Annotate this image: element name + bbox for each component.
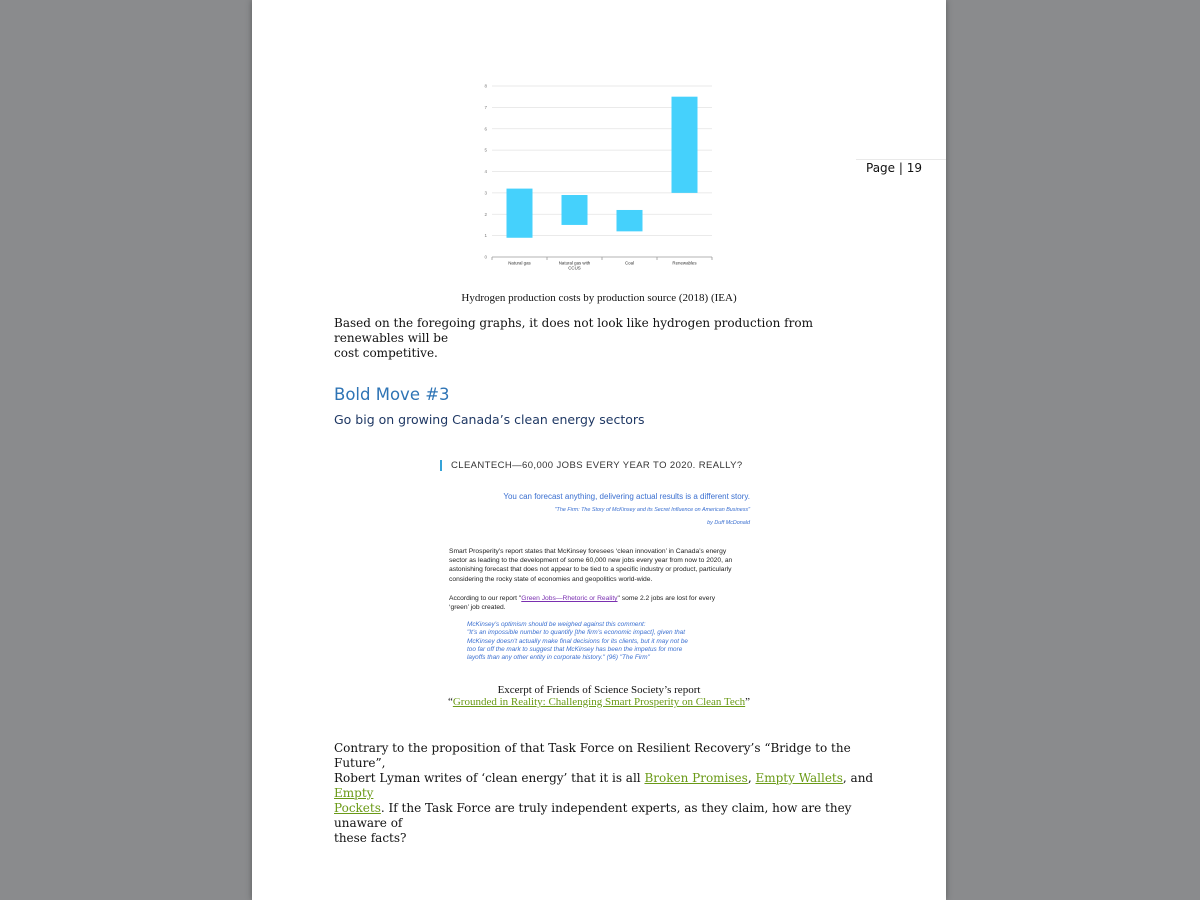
broken-promises-link[interactable]: Broken Promises bbox=[644, 771, 748, 785]
grounded-in-reality-link[interactable]: Grounded in Reality: Challenging Smart Prosperity on Clean Tech bbox=[452, 696, 746, 708]
y-tick-label: 3 bbox=[484, 190, 487, 196]
page-number: Page | 19 bbox=[866, 161, 922, 175]
y-tick-label: 5 bbox=[484, 147, 487, 153]
blockquote-line: "It’s an impossible number to quantify [the firm’s economic impact], given that bbox=[467, 629, 685, 637]
paragraph-text: . If the Task Force are truly independent experts, as they claim, how are they unaware of bbox=[334, 801, 852, 830]
green-jobs-link[interactable]: Green Jobs—Rhetoric or Reality bbox=[521, 595, 618, 602]
blockquote-line: layoffs than any other entity in corporate history." (96) "The Firm" bbox=[467, 654, 650, 662]
y-tick-label: 4 bbox=[484, 169, 487, 174]
excerpt-source: "The Firm: The Story of McKinsey and its Secret Influence on American Business" bbox=[554, 507, 750, 513]
empty-wallets-link[interactable]: Empty Wallets bbox=[755, 771, 843, 785]
empty-pockets-link-part1[interactable]: Empty bbox=[334, 786, 374, 800]
y-tick-label: 8 bbox=[484, 83, 487, 89]
header-rule bbox=[856, 159, 946, 160]
report-excerpt-image bbox=[440, 458, 760, 673]
excerpt-line: sector as leading to the development of some 60,000 new jobs every year from now to 2020, an bbox=[449, 557, 733, 565]
excerpt-caption-line: Excerpt of Friends of Science Society’s report bbox=[497, 684, 701, 696]
y-tick-label: 7 bbox=[484, 104, 487, 110]
excerpt-paragraph bbox=[449, 547, 749, 584]
paragraph-line: cost competitive. bbox=[334, 346, 438, 360]
excerpt-line: ‘green’ job created. bbox=[449, 604, 506, 612]
excerpt-title: CLEANTECH—60,000 JOBS EVERY YEAR TO 2020. REALLY? bbox=[440, 460, 743, 471]
open-quote: “ bbox=[447, 696, 453, 708]
x-tick-label: Renewables bbox=[672, 260, 697, 266]
paragraph-line: Based on the foregoing graphs, it does not look like hydrogen production from renewables will be bbox=[334, 316, 813, 345]
bar-natural-gas bbox=[507, 189, 533, 238]
bar-renewables bbox=[672, 97, 698, 193]
y-tick-label: 1 bbox=[484, 233, 487, 239]
x-tick-label: Natural gas bbox=[508, 260, 531, 266]
excerpt-text: " some 2.2 jobs are lost for every bbox=[617, 595, 716, 602]
y-tick-label: 6 bbox=[484, 126, 487, 132]
paragraph-line bbox=[334, 801, 874, 831]
excerpt-caption-line bbox=[252, 696, 946, 708]
excerpt-paragraph-2 bbox=[449, 594, 749, 612]
chart-caption: Hydrogen production costs by production source (2018) (IEA) bbox=[461, 292, 737, 304]
excerpt-line bbox=[449, 594, 749, 603]
excerpt-line: astonishing forecast that does not appear to be tied to a specific industry or product, particularly bbox=[449, 566, 732, 574]
empty-pockets-link-part2[interactable]: Pockets bbox=[334, 801, 381, 815]
paragraph-text: Robert Lyman writes of ‘clean energy’ that it is all bbox=[334, 771, 645, 785]
paragraph-conclusion bbox=[334, 316, 874, 361]
excerpt-line: considering the rocky state of economies and geopolitics world-wide. bbox=[449, 575, 653, 583]
chart-svg bbox=[472, 78, 722, 273]
x-tick-label: Coal bbox=[624, 260, 635, 266]
excerpt-blockquote bbox=[467, 621, 727, 662]
bar-natural-gas-with-ccus bbox=[562, 195, 588, 225]
blockquote-line: McKinsey doesn’t actually make final decisions for its clients, but it may not be bbox=[467, 637, 688, 645]
paragraph-contrary bbox=[334, 741, 874, 846]
section-heading: Bold Move #3 bbox=[334, 385, 450, 404]
y-tick-label: 0 bbox=[484, 254, 487, 260]
paragraph-line: these facts? bbox=[334, 831, 407, 845]
blockquote-line: too far off the mark to suggest that McKinsey has been the impetus for more bbox=[467, 645, 683, 653]
y-tick-label: 2 bbox=[484, 211, 487, 217]
excerpt-byline: by Duff McDonald bbox=[707, 520, 750, 526]
paragraph-text: , bbox=[747, 771, 756, 785]
section-subheading: Go big on growing Canada’s clean energy sectors bbox=[334, 412, 645, 427]
x-tick-label: CCUS bbox=[568, 265, 581, 271]
excerpt-text: According to our report " bbox=[449, 595, 522, 602]
hydrogen-cost-chart bbox=[472, 78, 722, 273]
document-page bbox=[252, 0, 946, 900]
excerpt-caption bbox=[252, 684, 946, 708]
paragraph-text: , and bbox=[842, 771, 874, 785]
bar-coal bbox=[617, 210, 643, 231]
paragraph-line bbox=[334, 771, 874, 801]
x-tick-label: Natural gas with bbox=[558, 260, 591, 266]
paragraph-line: Contrary to the proposition of that Task Force on Resilient Recovery’s “Bridge to the Future”, bbox=[334, 741, 851, 770]
close-quote: ” bbox=[745, 696, 751, 708]
excerpt-line: Smart Prosperity’s report states that McKinsey foresees ‘clean innovation’ in Canada’s energy bbox=[449, 548, 727, 555]
excerpt-quote: You can forecast anything, delivering actual results is a different story. bbox=[503, 492, 750, 501]
blockquote-line: McKinsey’s optimism should be weighed against this comment: bbox=[467, 621, 646, 628]
